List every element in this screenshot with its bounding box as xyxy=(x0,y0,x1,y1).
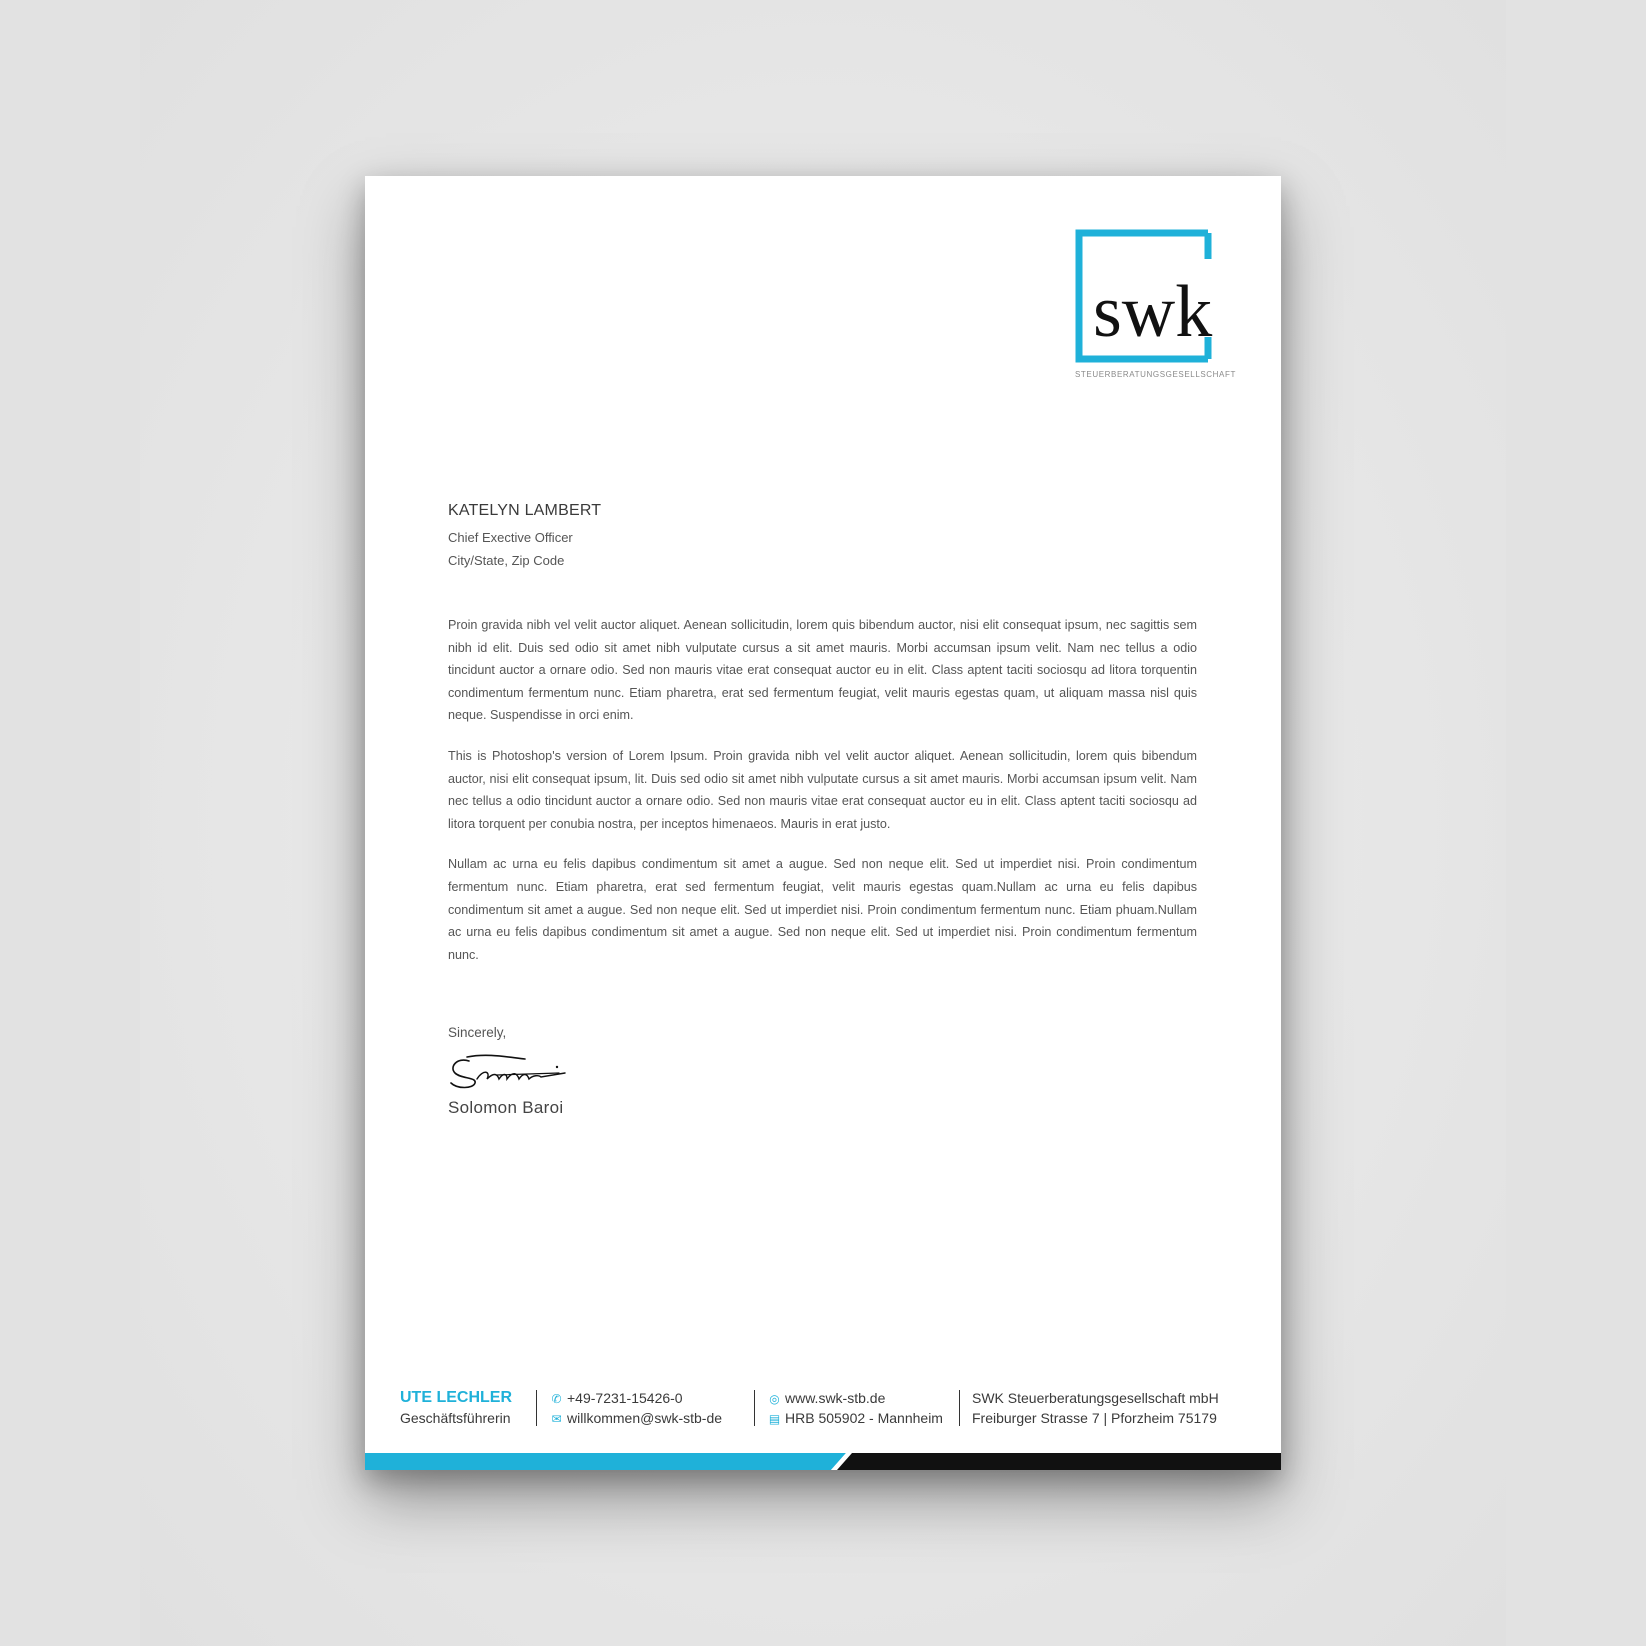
logo-text: swk xyxy=(1093,271,1213,353)
recipient-location: City/State, Zip Code xyxy=(448,553,565,568)
footer-name: UTE LECHLER xyxy=(400,1389,512,1406)
logo-mark xyxy=(1075,229,1255,369)
footer-divider xyxy=(959,1390,960,1426)
body-paragraph-2: This is Photoshop's version of Lorem Ipsum. Proin gravida nibh vel velit auctor aliquet. Aenean sollicitudin, lorem quis bibendum auctor, nisi elit consequat ipsum, lit. Duis sed odio sit amet nibh vulputate cursus a sit amet mauris. Morbi accumsan ipsum velit. Nam nec tellus a odio tincidunt auctor a ornare odio. Sed non mauris vitae erat consequat auctor eu in elit. Class aptent taciti sociosqu ad litora torquent per conubia nostra, per inceptos himenaeos. Mauris in erat justo. xyxy=(448,748,1197,831)
body-paragraph-1: Proin gravida nibh vel velit auctor aliquet. Aenean sollicitudin, lorem quis bibendum auctor, nisi elit consequat ipsum, nec sagittis sem nibh id elit. Duis sed odio sit amet nibh vulputate cursus a sit amet mauris. Morbi accumsan ipsum velit. Nam nec tellus a odio tincidunt auctor a ornare odio. Sed non mauris vitae erat consequat auctor eu in elit. Class aptent taciti sociosqu ad litora torquentin condimentum fermentum nunc. Etiam pharetra, erat sed fermentum feugiat, velit mauris egestas quam, ut aliquam massa nisl quis neque. Suspendisse in orci enim. xyxy=(448,618,1197,723)
recipient-title: Chief Exective Officer xyxy=(448,530,573,545)
envelope-icon: ✉ xyxy=(551,1412,562,1426)
company-logo xyxy=(1075,229,1255,379)
footer-register: HRB 505902 - Mannheim xyxy=(785,1410,943,1426)
phone-icon: ✆ xyxy=(551,1392,562,1406)
register-icon: ▤ xyxy=(768,1412,781,1426)
globe-icon: ◎ xyxy=(769,1392,780,1406)
footer-contact-person xyxy=(400,1388,512,1428)
logo-tagline: STEUERBERATUNGSGESELLSCHAFT xyxy=(1075,370,1236,379)
signer-name: Solomon Baroi xyxy=(448,1098,564,1117)
footer-divider xyxy=(754,1390,755,1426)
footer-phone[interactable]: +49-7231-15426-0 xyxy=(567,1390,683,1406)
footer-divider xyxy=(536,1390,537,1426)
footer-phone-email xyxy=(550,1388,722,1428)
closing-salutation: Sincerely, xyxy=(448,1025,507,1040)
recipient-block xyxy=(448,502,601,572)
footer xyxy=(365,1388,1281,1448)
footer-website[interactable]: www.swk-stb.de xyxy=(785,1390,886,1406)
body-paragraph-3: Nullam ac urna eu felis dapibus condimentum sit amet a augue. Sed non neque elit. Sed ut imperdiet nisi. Proin condimentum fermentum nunc. Etiam pharetra, erat sed fermentum feugiat, velit mauris egestas quam.Nullam ac urna eu felis dapibus condimentum sit amet a augue. Sed non neque elit. Sed ut imperdiet nisi. Proin condimentum fermentum nunc. Etiam phuam.Nullam ac urna eu felis dapibus condimentum sit amet a augue. Sed non neque elit. Sed ut imperdiet nisi. Proin condimentum fermentum nunc. xyxy=(448,857,1197,962)
letter-body xyxy=(448,614,1197,984)
handwritten-signature xyxy=(447,1049,567,1091)
footer-role: Geschäftsführerin xyxy=(400,1410,511,1426)
footer-color-bar xyxy=(365,1453,1281,1470)
footer-company-name: SWK Steuerberatungsgesellschaft mbH xyxy=(972,1390,1219,1406)
footer-email[interactable]: willkommen@swk-stb-de xyxy=(567,1410,723,1426)
footer-company xyxy=(972,1388,1219,1428)
letterhead-page xyxy=(365,176,1281,1470)
recipient-name: KATELYN LAMBERT xyxy=(448,502,602,519)
footer-web-register xyxy=(768,1388,943,1428)
footer-address: Freiburger Strasse 7 | Pforzheim 75179 xyxy=(972,1410,1217,1426)
